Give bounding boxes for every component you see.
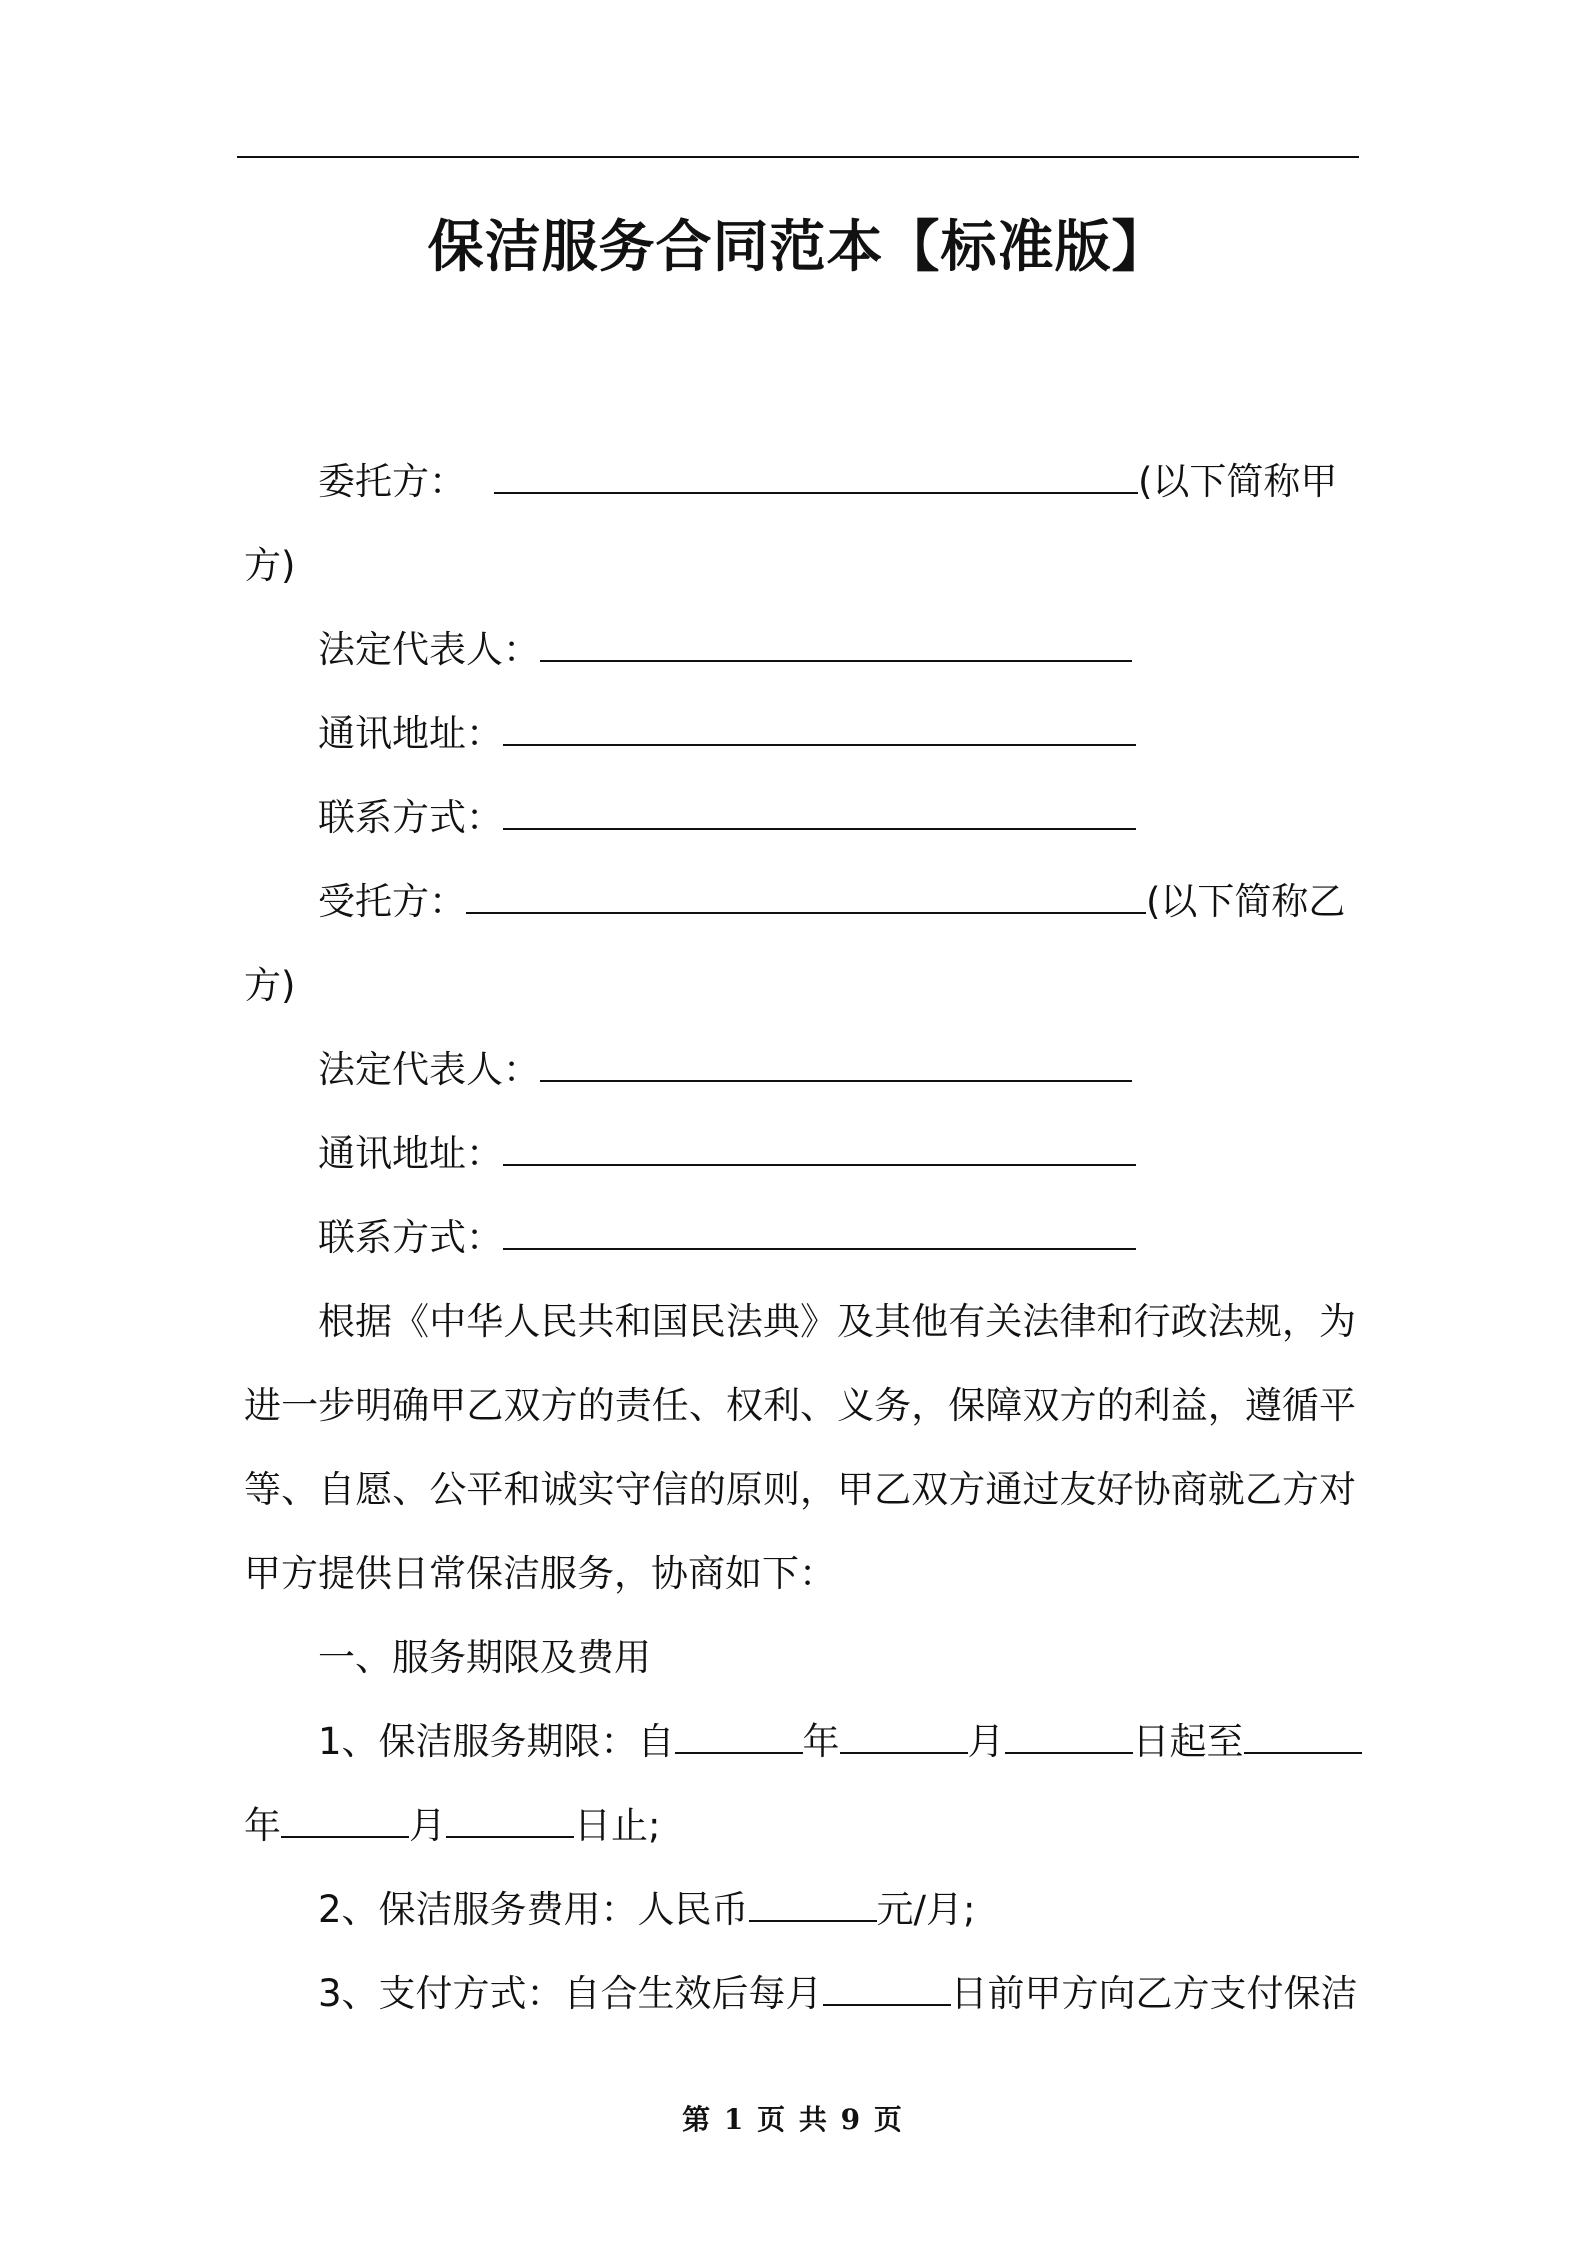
party-a-legal-rep-label: 法定代表人：	[318, 628, 540, 671]
clause-1-line-2	[244, 1784, 1356, 1868]
party-b-contact-label: 联系方式：	[318, 1216, 503, 1259]
party-b-blank[interactable]	[466, 882, 1146, 914]
clause-2-amount-blank[interactable]	[749, 1890, 877, 1922]
clause-3-day-blank[interactable]	[823, 1974, 951, 2006]
party-b-legal-rep-blank[interactable]	[540, 1050, 1132, 1082]
party-a-contact-label: 联系方式：	[318, 796, 503, 839]
party-b-suffix-line	[244, 944, 1356, 1028]
section-1-heading: 一、服务期限及费用	[318, 1636, 651, 1679]
clause-1-end-year-blank[interactable]	[1244, 1722, 1362, 1754]
clause-1-line	[244, 1700, 1356, 1784]
party-a-address-label: 通讯地址：	[318, 712, 503, 755]
party-a-suffix: (以下简称甲	[1138, 460, 1338, 503]
party-b-address-blank[interactable]	[503, 1134, 1136, 1166]
clause-1-start-year-blank[interactable]	[675, 1722, 803, 1754]
clause-1-year-2: 年	[244, 1804, 281, 1847]
clause-1-end-month-blank[interactable]	[281, 1806, 409, 1838]
clause-2-unit: 元/月;	[876, 1888, 976, 1931]
party-b-legal-rep-line	[244, 1028, 1356, 1112]
party-b-contact-blank[interactable]	[503, 1218, 1136, 1250]
header-rule	[237, 156, 1359, 158]
clause-1-month-2: 月	[409, 1804, 446, 1847]
party-a-suffix-line	[244, 524, 1356, 608]
clause-2-label: 2、保洁服务费用：人民币	[318, 1888, 749, 1931]
party-b-address-label: 通讯地址：	[318, 1132, 503, 1175]
party-a-blank[interactable]	[494, 462, 1138, 494]
clause-1-month: 月	[967, 1720, 1005, 1763]
party-b-address-line	[244, 1112, 1356, 1196]
party-a-legal-rep-blank[interactable]	[540, 630, 1132, 662]
clause-3-label: 3、支付方式：自合生效后每月	[318, 1972, 823, 2015]
party-a-legal-rep-line	[244, 608, 1356, 692]
preamble-line-1: 根据《中华人民共和国民法典》及其他有关法律和行政法规，为	[318, 1300, 1356, 1343]
party-b-line	[244, 860, 1356, 944]
party-a-line	[244, 440, 1356, 524]
party-a-address-line	[244, 692, 1356, 776]
clause-1-label: 1、保洁服务期限：自	[318, 1720, 675, 1763]
party-b-legal-rep-label: 法定代表人：	[318, 1048, 540, 1091]
clause-2-line	[244, 1868, 1356, 1952]
party-a-contact-blank[interactable]	[503, 798, 1136, 830]
party-a-contact-line	[244, 776, 1356, 860]
party-a-suffix-end: 方)	[244, 544, 296, 587]
party-b-suffix: (以下简称乙	[1146, 880, 1346, 923]
preamble-line-2: 进一步明确甲乙双方的责任、权利、义务，保障双方的利益，遵循平	[244, 1384, 1356, 1427]
clause-1-year: 年	[802, 1720, 840, 1763]
page-number: 第 1 页 共 9 页	[682, 2103, 904, 2136]
clause-1-end-day-blank[interactable]	[446, 1806, 574, 1838]
clause-1-day-from: 日起至	[1132, 1720, 1244, 1763]
party-b-contact-line	[244, 1196, 1356, 1280]
clause-1-day-to: 日止;	[574, 1804, 661, 1847]
clause-1-start-day-blank[interactable]	[1005, 1722, 1133, 1754]
party-b-suffix-end: 方)	[244, 964, 296, 1007]
preamble-line-3: 等、自愿、公平和诚实守信的原则，甲乙双方通过友好协商就乙方对	[244, 1468, 1356, 1511]
clause-1-start-month-blank[interactable]	[840, 1722, 968, 1754]
party-b-label: 受托方：	[318, 880, 466, 923]
clause-3-rest: 日前甲方向乙方支付保洁	[950, 1972, 1358, 2015]
clause-3-line	[244, 1952, 1356, 2036]
preamble-line-4: 甲方提供日常保洁服务，协商如下：	[244, 1552, 836, 1595]
party-a-address-blank[interactable]	[503, 714, 1136, 746]
document-title: 保洁服务合同范本【标准版】	[427, 215, 1169, 280]
party-a-label: 委托方：	[318, 460, 466, 503]
